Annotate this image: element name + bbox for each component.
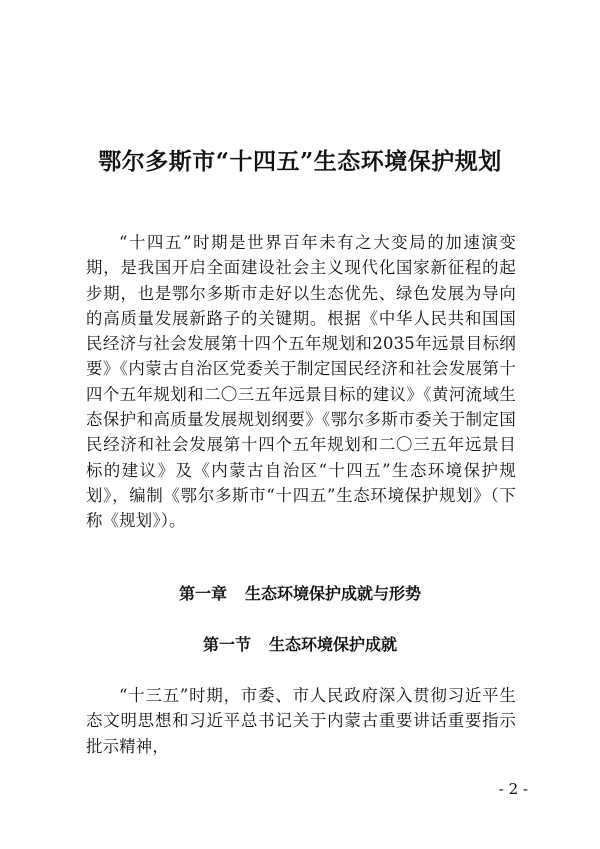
section-title: 生态环境保护成就: [269, 635, 398, 654]
chapter-number: 第一章: [178, 584, 227, 603]
intro-paragraph: “十四五”时期是世界百年未有之大变局的加速演变期，是我国开启全面建设社会主义现代化国家新征程的起步期，也是鄂尔多斯市走好以生态优先、绿色发展为导向的高质量发展新路子的关键期。根据《中华人民共和国国民经济与社会发展第十四个五年规划和2035年远景目标纲要》《内蒙古自治区党委关于制定国民经济和社会发展第十四个五年规划和二〇三五年远景目标的建议》《黄河流域生态保护和高质量发展规划纲要》《鄂尔多斯市委关于制定国民经济和社会发展第十四个五年规划和二〇三五年远景目标的建议》及《内蒙古自治区“十四五”生态环境保护规划》，编制《鄂尔多斯市“十四五”生态环境保护规划》（下称《规划》）。: [86, 233, 516, 531]
section-paragraph: “十三五”时期，市委、市人民政府深入贯彻习近平生态文明思想和习近平总书记关于内蒙古重要讲话重要指示批示精神，: [86, 686, 516, 756]
page-number: - 2 -: [498, 780, 528, 798]
chapter-heading: [60, 582, 540, 606]
section-number: 第一节: [202, 635, 251, 654]
chapter-title: 生态环境保护成就与形势: [245, 584, 422, 603]
section-heading: [60, 633, 540, 657]
document-title: 鄂尔多斯市“十四五”生态环境保护规划: [98, 148, 502, 175]
